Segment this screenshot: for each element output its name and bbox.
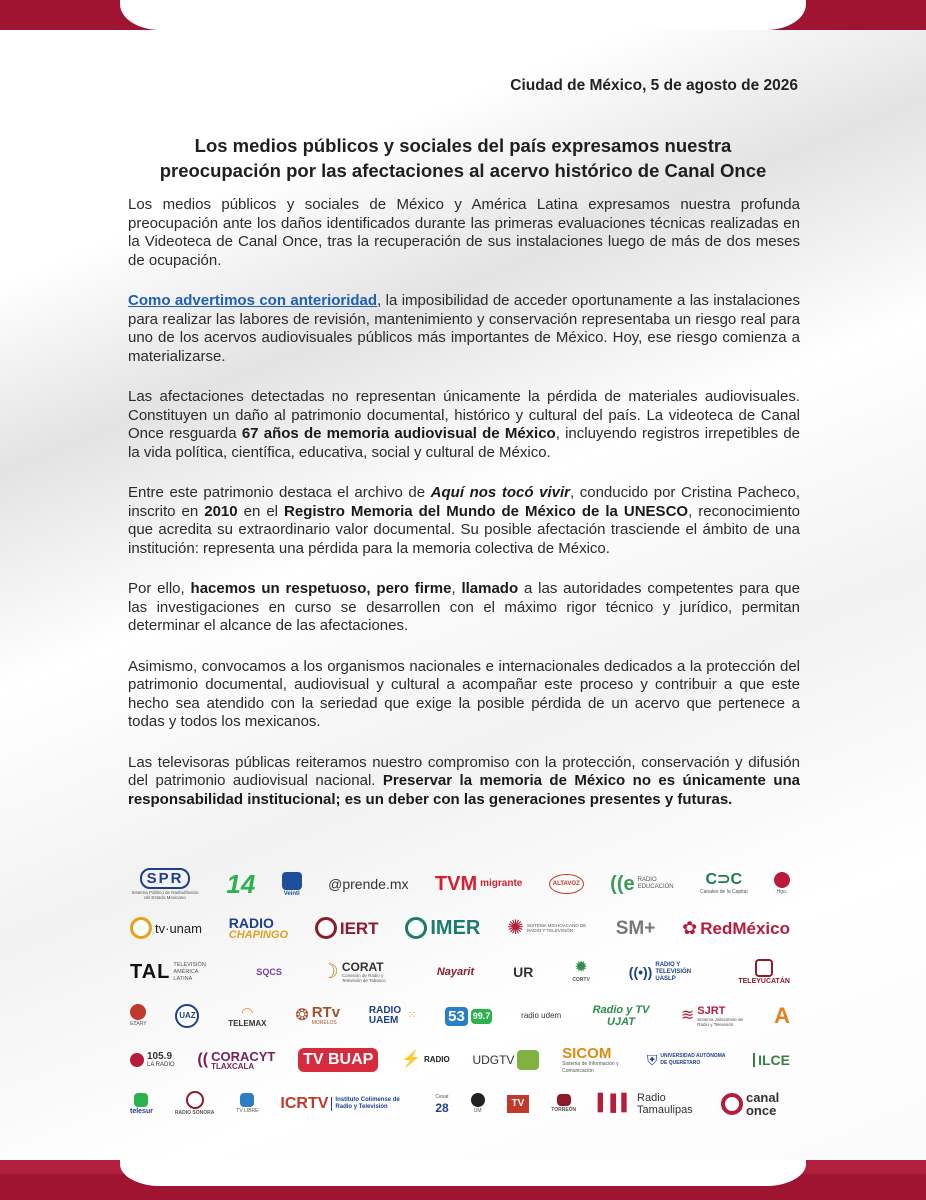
icrtv-wordmark: ICRTV bbox=[280, 1095, 329, 1112]
um-mark bbox=[471, 1093, 485, 1107]
c53-wordmark: 53 bbox=[445, 1007, 468, 1026]
cesat-label: Cesat bbox=[435, 1094, 449, 1100]
corat-wordmark: CORAT bbox=[341, 960, 384, 974]
logo-tal bbox=[130, 962, 217, 983]
logo-ujat bbox=[590, 1004, 652, 1028]
paragraph-1: Los medios públicos y sociales de México y América Latina expresamos nuestra profunda preocupación ante los daños identificados durante las primeras evaluaciones técnicas realizadas en la Videoteca de Canal Once, tras la recuperación de sus instalaciones luego de más de dos meses de ocupación. bbox=[128, 196, 800, 269]
logo-ezary bbox=[130, 1004, 147, 1028]
iert-mark bbox=[315, 917, 337, 939]
headline bbox=[110, 133, 816, 183]
logo-radio-chapingo bbox=[229, 916, 288, 941]
veinti-wordmark: Veinti bbox=[283, 890, 300, 897]
sicom-wordmark: SICOM bbox=[562, 1044, 612, 1062]
radio-chapingo-bottom: CHAPINGO bbox=[228, 928, 289, 941]
logo-tv-libre bbox=[236, 1093, 258, 1115]
logo-radio-udem bbox=[521, 1012, 561, 1020]
telemax-wordmark: TELEMAX bbox=[228, 1018, 267, 1028]
logo-uaslp bbox=[629, 962, 700, 983]
logo-tv-art bbox=[774, 1005, 790, 1027]
teleyucatan-mark bbox=[755, 959, 773, 977]
logo-udgtv bbox=[472, 1050, 539, 1070]
logo-icrtv bbox=[280, 1096, 413, 1112]
logo-radio-sonora bbox=[175, 1091, 214, 1117]
logo-altavoz bbox=[549, 874, 584, 894]
radio-educacion-mark: ((e bbox=[610, 873, 635, 895]
logo-radio-tamaulipas bbox=[598, 1092, 699, 1116]
sjrt-mark: ≋ bbox=[680, 1007, 695, 1024]
logo-row-5 bbox=[130, 1038, 790, 1082]
coracyt-mark: (( bbox=[197, 1051, 209, 1068]
hidalgo-mark bbox=[774, 872, 790, 888]
paragraph-3 bbox=[128, 388, 800, 462]
paragraph-2-text: , la imposibilidad de acceder oportunamente a las instalaciones para realizar las labores de revisión, mantenimiento y conservación representaba un riesgo real para uno de los acervos audiovisuales públicos más importantes de México. Hoy, ese riesgo comienza a materializarse. bbox=[128, 292, 800, 365]
coracyt-wordmark: CORACYT bbox=[211, 1048, 276, 1064]
previous-warning-link[interactable]: Como advertimos con anterioridad bbox=[128, 292, 378, 309]
logo-row-2 bbox=[130, 906, 790, 950]
paragraph-4 bbox=[128, 484, 800, 558]
udgtv-mark bbox=[517, 1050, 539, 1070]
paragraph-4-c: , conducido por Cristina Pacheco, inscrito en bbox=[128, 484, 800, 520]
uaq-label: UNIVERSIDAD AUTÓNOMA DE QUERÉTARO bbox=[660, 1053, 726, 1066]
sicrt-label: SISTEMA MICHOACANO DE RADIO Y TELEVISIÓN bbox=[526, 923, 587, 933]
logo-canal-once bbox=[721, 1091, 790, 1117]
udgtv-wordmark: UDGTV bbox=[472, 1053, 515, 1067]
ur-wordmark: UR bbox=[513, 964, 534, 980]
radio-uaem-wordmark: RADIO UAEM bbox=[368, 1005, 402, 1026]
torreon-label: TORREÓN bbox=[551, 1107, 577, 1113]
signatory-logos bbox=[130, 862, 790, 1126]
unesco-registry: Registro Memoria del Mundo de México de la UNESCO bbox=[284, 502, 689, 520]
teleyucatan-wordmark: TELEYUCATÁN bbox=[738, 978, 790, 985]
logo-socs bbox=[256, 968, 282, 977]
logo-105-9 bbox=[130, 1052, 175, 1068]
imer-wordmark: IMER bbox=[430, 917, 481, 939]
radio-udem-wordmark: radio udem bbox=[521, 1011, 562, 1020]
uaq-mark: ⛨ bbox=[646, 1052, 658, 1068]
logo-coracyt bbox=[197, 1050, 275, 1071]
logo-radio-tower bbox=[401, 1052, 450, 1068]
inscription-year: 2010 bbox=[204, 502, 238, 520]
nayarit-wordmark: Nayarit bbox=[436, 965, 475, 978]
canal-once-mark bbox=[721, 1093, 743, 1115]
logo-hidalgo bbox=[774, 872, 790, 896]
logo-canal-14 bbox=[226, 871, 255, 897]
paragraph-5-c: , bbox=[451, 580, 462, 597]
logo-telemax bbox=[228, 1005, 266, 1028]
tvm-wordmark: TVM bbox=[434, 873, 478, 895]
release-date: Ciudad de México, 5 de agosto de 2026 bbox=[510, 77, 798, 94]
socs-wordmark: SQCS bbox=[256, 966, 282, 977]
red-mexico-wordmark: RedMéxico bbox=[700, 918, 790, 938]
logo-cortv bbox=[572, 960, 590, 984]
radio-tamaulipas-wordmark: Radio Tamaulipas bbox=[637, 1092, 693, 1116]
icrtv-label: Instituto Colimense de Radio y Televisión bbox=[331, 1097, 413, 1111]
headline-line-2: preocupación por las afectaciones al acervo histórico de Canal Once bbox=[159, 160, 767, 181]
tv-buap-wordmark: TV BUAP bbox=[298, 1048, 378, 1072]
paragraph-5-emphasis-1: hacemos un respetuoso, pero firme bbox=[190, 580, 452, 597]
logo-imer bbox=[405, 917, 480, 939]
red-mexico-mark: ✿ bbox=[682, 918, 698, 938]
sm-plus-wordmark: SM+ bbox=[615, 917, 656, 939]
altavoz-wordmark: ALTAVOZ bbox=[549, 874, 584, 894]
tlaxcala-wordmark: TLAXCALA bbox=[211, 1061, 255, 1071]
spr-subtitle: Sistema Público de Radiodifusión del Estado Mexicano bbox=[131, 890, 199, 900]
canal-once-wordmark: canal once bbox=[745, 1090, 780, 1118]
telesur-wordmark: telesur bbox=[130, 1108, 153, 1115]
logo-tvm-migrante bbox=[435, 874, 522, 894]
bottom-decorative-band bbox=[0, 1160, 926, 1200]
logo-radio-universidad bbox=[513, 965, 533, 979]
program-title: Aquí nos tocó vivir bbox=[430, 484, 570, 501]
paragraph-3-c: , incluyendo registros irrepetibles de la vida política, científica, educativa, social y cultural de México. bbox=[128, 425, 800, 461]
radio-tower-mark: ⚡ bbox=[401, 1051, 421, 1068]
headline-line-1: Los medios públicos y sociales del país expresamos nuestra bbox=[194, 135, 732, 156]
radio-sonora-label: RADIO SONORA bbox=[174, 1110, 215, 1116]
cortv-mark: ✹ bbox=[574, 959, 588, 976]
logo-torreon bbox=[551, 1094, 576, 1114]
105-9-text bbox=[147, 1052, 175, 1068]
spr-wordmark: SPR bbox=[140, 868, 191, 889]
aprende-wordmark: @prende.mx bbox=[328, 876, 409, 892]
closing-statement: Preservar la memoria de México no es únicamente una responsabilidad institucional; es un deber con las generaciones presentes y futuras. bbox=[128, 772, 800, 808]
top-decorative-band bbox=[0, 0, 926, 30]
sicom-label: Sistema de Información y Comunicación bbox=[562, 1060, 619, 1074]
105-9-wordmark: 105.9 bbox=[147, 1051, 173, 1062]
105-9-mark bbox=[130, 1053, 144, 1067]
ezary-mark bbox=[130, 1004, 146, 1020]
paragraph-7 bbox=[128, 754, 800, 810]
cesat-mark: 28 bbox=[435, 1101, 449, 1115]
um-label: UM bbox=[473, 1108, 482, 1114]
paragraph-7-a: Las televisoras públicas reiteramos nuestro compromiso con la protección, conservación y difusión del patrimonio audiovisual nacional. bbox=[128, 753, 800, 789]
logo-53-997 bbox=[445, 1007, 492, 1026]
corat-label: Comisión de Radio y Televisión de Tabasco bbox=[341, 973, 386, 983]
logo-corat bbox=[321, 961, 398, 983]
tal-label: TELEVISIÓN AMÉRICA LATINA bbox=[173, 961, 206, 982]
paragraph-5-e: a las autoridades competentes para que las investigaciones en curso se desarrollen con el máximo rigor técnico y jurídico, permitan determinar el alcance de las afectaciones. bbox=[128, 580, 800, 634]
hidalgo-label: Hgo. bbox=[776, 889, 788, 895]
paragraph-3-emphasis: 67 años de memoria audiovisual de México bbox=[241, 425, 556, 442]
logo-ilce bbox=[753, 1053, 790, 1067]
logo-telesur bbox=[130, 1093, 153, 1115]
ilce-wordmark: ILCE bbox=[753, 1053, 790, 1067]
rtv-morelos-text bbox=[312, 1005, 340, 1027]
logo-nayarit bbox=[437, 967, 474, 978]
corat-text bbox=[342, 961, 398, 983]
cortv-label: CORTV bbox=[572, 977, 590, 983]
rtv-wordmark: RTv bbox=[311, 1004, 341, 1021]
logo-radio-uaem bbox=[369, 1006, 416, 1026]
ezary-label: EZARY bbox=[130, 1021, 147, 1027]
paragraph-5-emphasis-2: llamado bbox=[461, 580, 519, 597]
uaz-mark: UAZ bbox=[175, 1004, 199, 1028]
logo-spr bbox=[130, 868, 200, 900]
logo-teleyucatan bbox=[738, 959, 790, 985]
logo-iert bbox=[315, 917, 379, 939]
telemax-mark: ◠ bbox=[241, 1003, 254, 1020]
paragraph-6: Asimismo, convocamos a los organismos nacionales e internacionales dedicados a la protección del patrimonio documental, audiovisual y cultural a acompañar este proceso y contribuir a que este hecho sea atendido con la seriedad que exige la posible pérdida de un acervo que pertenece a todas y todos los mexicanos. bbox=[128, 657, 800, 730]
coracyt-text bbox=[211, 1050, 275, 1071]
logo-tv-unam bbox=[130, 917, 202, 939]
sicrt-mark: ✺ bbox=[507, 917, 524, 939]
iert-wordmark: IERT bbox=[339, 918, 379, 938]
la-radio-wordmark: LA RADIO bbox=[147, 1062, 175, 1068]
sjrt-label: Sistema Jalisciense de Radio y Televisión bbox=[697, 1016, 744, 1027]
logo-uaz bbox=[175, 1004, 199, 1028]
radio-tower-wordmark: RADIO bbox=[423, 1055, 450, 1064]
radio-sonora-mark bbox=[186, 1091, 204, 1109]
sjrt-text bbox=[697, 1006, 745, 1027]
radio-chapingo-top: RADIO bbox=[228, 914, 274, 931]
paragraph-5 bbox=[128, 580, 800, 636]
uaslp-mark: ((•)) bbox=[628, 964, 653, 980]
paragraph-4-e: en el bbox=[237, 502, 285, 520]
logo-row-4 bbox=[130, 994, 790, 1038]
logo-row-3 bbox=[130, 950, 790, 994]
ujat-wordmark: Radio y TV UJAT bbox=[592, 1004, 650, 1028]
logo-aprende bbox=[328, 877, 408, 891]
tv-art-wordmark: A bbox=[774, 1003, 790, 1028]
logo-tv-buap bbox=[298, 1048, 378, 1072]
tv-box-wordmark: TV bbox=[507, 1095, 530, 1113]
logo-tv-box bbox=[507, 1095, 530, 1113]
paragraph-4-a: Entre este patrimonio destaca el archivo de bbox=[128, 484, 431, 501]
rtv-morelos-mark: ❂ bbox=[295, 1007, 309, 1024]
capital-mark: C⊃C bbox=[705, 871, 743, 888]
rtv-label: MORELOS bbox=[311, 1020, 337, 1026]
torreon-mark bbox=[557, 1094, 571, 1106]
logo-cesat bbox=[435, 1094, 448, 1114]
c997-wordmark: 99.7 bbox=[471, 1009, 493, 1024]
logo-um bbox=[471, 1093, 485, 1115]
logo-rtv-morelos bbox=[295, 1005, 340, 1027]
paragraph-2 bbox=[128, 292, 800, 366]
tv-libre-label: TV LIBRE bbox=[236, 1108, 259, 1114]
veinti-mark bbox=[282, 872, 302, 890]
tal-wordmark: TAL bbox=[130, 961, 171, 983]
logo-sjrt bbox=[681, 1006, 745, 1027]
paragraph-3-a: Las afectaciones detectadas no representan únicamente la pérdida de materiales audiovisuales. Constituyen un daño al patrimonio documental, histórico y cultural del país. La videoteca de Canal Once resguarda bbox=[128, 388, 800, 442]
paragraph-4-g: , reconocimiento que acredita su extraordinario valor documental. Su posible afectación trasciende el ámbito de una institución: representa una pérdida para la memoria colectiva de México. bbox=[128, 502, 800, 557]
logo-radio-educacion bbox=[610, 874, 673, 894]
uaslp-label: RADIO Y TELEVISIÓN UASLP bbox=[655, 961, 692, 982]
tvm-subtitle: migrante bbox=[480, 878, 523, 889]
tv-unam-mark bbox=[130, 917, 152, 939]
tv-libre-mark bbox=[240, 1093, 254, 1107]
radio-uaem-dots: ⁙ bbox=[407, 1010, 417, 1021]
corat-mark: ☽ bbox=[320, 961, 339, 983]
tv-unam-wordmark: tv·unam bbox=[155, 920, 202, 936]
logo-row-6 bbox=[130, 1082, 790, 1126]
release-body bbox=[128, 196, 800, 831]
radio-tamaulipas-mark: ▍▌▍ bbox=[598, 1095, 635, 1112]
logo-sicrt bbox=[507, 918, 589, 938]
telesur-mark bbox=[134, 1093, 148, 1107]
radio-educacion-label: RADIO EDUCACIÓN bbox=[637, 877, 674, 890]
paragraph-5-a: Por ello, bbox=[128, 580, 191, 597]
logo-veinti bbox=[282, 872, 302, 897]
logo-uaq bbox=[647, 1053, 731, 1067]
sjrt-wordmark: SJRT bbox=[697, 1004, 726, 1017]
logo-sicom bbox=[562, 1046, 624, 1075]
logo-sm-plus bbox=[616, 919, 656, 938]
logo-row-1 bbox=[130, 862, 790, 906]
logo-red-mexico bbox=[682, 919, 790, 937]
imer-mark bbox=[405, 917, 427, 939]
logo-canales-capital bbox=[700, 872, 748, 896]
capital-label: Canales de la Capital bbox=[700, 889, 748, 895]
canal-14-wordmark: 14 bbox=[226, 869, 256, 899]
